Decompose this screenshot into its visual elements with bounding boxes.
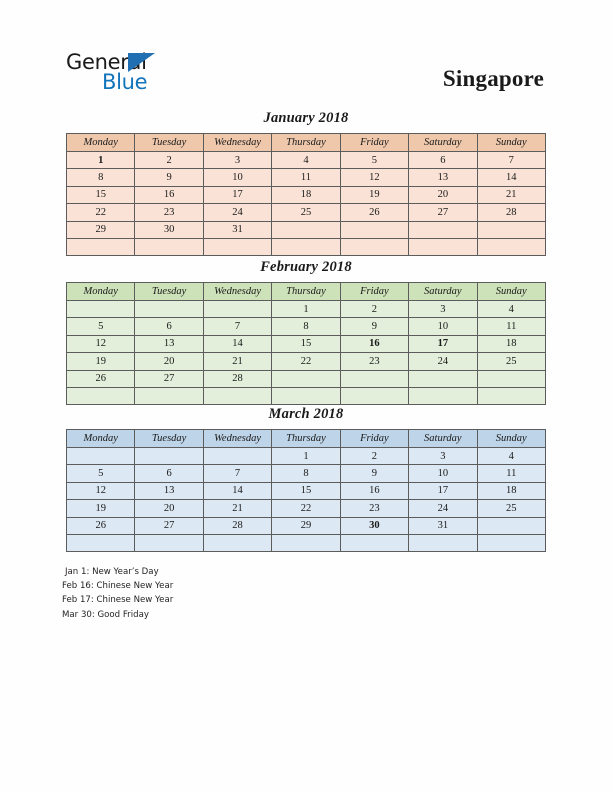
day-cell-11[interactable]: 11 (477, 465, 545, 482)
day-cell-25[interactable]: 25 (477, 500, 545, 517)
day-cell-15[interactable]: 15 (67, 186, 135, 203)
day-cell-empty (272, 534, 340, 551)
day-cell-30[interactable]: 30 (135, 221, 203, 238)
day-cell-4[interactable]: 4 (477, 301, 545, 318)
day-cell-empty (409, 370, 477, 387)
day-cell-9[interactable]: 9 (340, 318, 408, 335)
weekday-header-row (67, 430, 546, 448)
day-cell-10[interactable]: 10 (203, 169, 271, 186)
calendar-table-march (66, 429, 546, 552)
day-cell-empty (135, 534, 203, 551)
weekday-header-thursday: Thursday (272, 430, 340, 448)
day-cell-empty (67, 301, 135, 318)
day-cell-empty (409, 221, 477, 238)
logo-text-blue: Blue (102, 70, 148, 94)
logo-text-general: General (66, 50, 147, 74)
week-row (67, 318, 546, 335)
weekday-header-tuesday: Tuesday (135, 430, 203, 448)
day-cell-empty (272, 238, 340, 255)
day-cell-24[interactable]: 24 (203, 204, 271, 221)
month-block-march (66, 406, 546, 552)
day-cell-19[interactable]: 19 (67, 500, 135, 517)
day-cell-27[interactable]: 27 (409, 204, 477, 221)
day-cell-empty (340, 387, 408, 404)
day-cell-empty (477, 370, 545, 387)
weekday-header-tuesday: Tuesday (135, 134, 203, 152)
week-row (67, 169, 546, 186)
weekday-header-row (67, 283, 546, 301)
weekday-header-thursday: Thursday (272, 283, 340, 301)
weekday-header-thursday: Thursday (272, 134, 340, 152)
general-blue-logo[interactable] (66, 52, 186, 98)
day-cell-empty (67, 534, 135, 551)
week-row (67, 152, 546, 169)
day-cell-empty (340, 370, 408, 387)
day-cell-empty (409, 238, 477, 255)
day-cell-11[interactable]: 11 (477, 318, 545, 335)
day-cell-8[interactable]: 8 (272, 318, 340, 335)
day-cell-19[interactable]: 19 (67, 353, 135, 370)
day-cell-3[interactable]: 3 (409, 301, 477, 318)
legend-item-3: Mar 30: Good Friday (62, 609, 149, 620)
day-cell-31[interactable]: 31 (203, 221, 271, 238)
day-cell-14[interactable]: 14 (203, 482, 271, 499)
weekday-header-saturday: Saturday (409, 430, 477, 448)
day-cell-9[interactable]: 9 (340, 465, 408, 482)
day-cell-10[interactable]: 10 (409, 318, 477, 335)
day-cell-31[interactable]: 31 (409, 517, 477, 534)
day-cell-13[interactable]: 13 (135, 482, 203, 499)
page-header (0, 0, 612, 105)
day-cell-23[interactable]: 23 (340, 500, 408, 517)
weekday-header-friday: Friday (340, 134, 408, 152)
day-cell-18[interactable]: 18 (477, 335, 545, 352)
weekday-header-monday: Monday (67, 283, 135, 301)
weekday-header-friday: Friday (340, 283, 408, 301)
day-cell-empty (203, 534, 271, 551)
day-cell-22[interactable]: 22 (272, 500, 340, 517)
day-cell-18[interactable]: 18 (477, 482, 545, 499)
day-cell-15[interactable]: 15 (272, 482, 340, 499)
day-cell-empty (135, 238, 203, 255)
weekday-header-sunday: Sunday (477, 134, 545, 152)
day-cell-26[interactable]: 26 (340, 204, 408, 221)
legend-item-1: Feb 16: Chinese New Year (62, 581, 174, 592)
day-cell-7[interactable]: 7 (203, 318, 271, 335)
day-cell-16[interactable]: 16 (135, 186, 203, 203)
day-cell-empty (203, 387, 271, 404)
weekday-header-tuesday: Tuesday (135, 283, 203, 301)
day-cell-24[interactable]: 24 (409, 353, 477, 370)
day-cell-empty (203, 301, 271, 318)
day-cell-empty (477, 387, 545, 404)
day-cell-22[interactable]: 22 (272, 353, 340, 370)
day-cell-3[interactable]: 3 (409, 448, 477, 465)
week-row (67, 387, 546, 404)
day-cell-21[interactable]: 21 (477, 186, 545, 203)
day-cell-26[interactable]: 26 (67, 370, 135, 387)
day-cell-29[interactable]: 29 (67, 221, 135, 238)
calendar-table-february (66, 282, 546, 405)
day-cell-12[interactable]: 12 (340, 169, 408, 186)
day-cell-empty (409, 534, 477, 551)
day-cell-5[interactable]: 5 (67, 318, 135, 335)
day-cell-empty (67, 238, 135, 255)
day-cell-empty (272, 370, 340, 387)
week-row (67, 335, 546, 352)
day-cell-empty (203, 448, 271, 465)
weekday-header-wednesday: Wednesday (203, 283, 271, 301)
week-row (67, 301, 546, 318)
month-title-march: March 2018 (268, 406, 344, 422)
day-cell-13[interactable]: 13 (135, 335, 203, 352)
day-cell-9[interactable]: 9 (135, 169, 203, 186)
calendar-table-january (66, 133, 546, 256)
weekday-header-saturday: Saturday (409, 283, 477, 301)
day-cell-holiday-16[interactable]: 16 (340, 335, 408, 352)
day-cell-empty (477, 517, 545, 534)
month-block-february (66, 259, 546, 405)
day-cell-empty (67, 448, 135, 465)
day-cell-4[interactable]: 4 (477, 448, 545, 465)
day-cell-empty (477, 238, 545, 255)
page-title: Singapore (442, 66, 544, 91)
day-cell-8[interactable]: 8 (67, 169, 135, 186)
day-cell-28[interactable]: 28 (203, 370, 271, 387)
month-block-january (66, 110, 546, 256)
day-cell-empty (67, 387, 135, 404)
day-cell-17[interactable]: 17 (409, 482, 477, 499)
day-cell-13[interactable]: 13 (409, 169, 477, 186)
day-cell-empty (272, 387, 340, 404)
day-cell-6[interactable]: 6 (135, 465, 203, 482)
weekday-header-saturday: Saturday (409, 134, 477, 152)
month-title-february: February 2018 (260, 259, 352, 275)
weekday-header-friday: Friday (340, 430, 408, 448)
day-cell-17[interactable]: 17 (203, 186, 271, 203)
week-row (67, 186, 546, 203)
day-cell-26[interactable]: 26 (67, 517, 135, 534)
day-cell-21[interactable]: 21 (203, 353, 271, 370)
day-cell-4[interactable]: 4 (272, 152, 340, 169)
day-cell-7[interactable]: 7 (203, 465, 271, 482)
day-cell-20[interactable]: 20 (409, 186, 477, 203)
week-row (67, 448, 546, 465)
day-cell-2[interactable]: 2 (135, 152, 203, 169)
day-cell-holiday-17[interactable]: 17 (409, 335, 477, 352)
day-cell-12[interactable]: 12 (67, 482, 135, 499)
day-cell-20[interactable]: 20 (135, 353, 203, 370)
day-cell-2[interactable]: 2 (340, 448, 408, 465)
day-cell-22[interactable]: 22 (67, 204, 135, 221)
weekday-header-sunday: Sunday (477, 283, 545, 301)
day-cell-18[interactable]: 18 (272, 186, 340, 203)
day-cell-empty (477, 534, 545, 551)
day-cell-8[interactable]: 8 (272, 465, 340, 482)
day-cell-5[interactable]: 5 (67, 465, 135, 482)
legend-item-2: Feb 17: Chinese New Year (62, 595, 174, 606)
weekday-header-sunday: Sunday (477, 430, 545, 448)
week-row (67, 353, 546, 370)
week-row (67, 465, 546, 482)
day-cell-28[interactable]: 28 (477, 204, 545, 221)
day-cell-12[interactable]: 12 (67, 335, 135, 352)
day-cell-27[interactable]: 27 (135, 370, 203, 387)
day-cell-empty (409, 387, 477, 404)
week-row (67, 221, 546, 238)
day-cell-24[interactable]: 24 (409, 500, 477, 517)
day-cell-empty (272, 221, 340, 238)
weekday-header-monday: Monday (67, 134, 135, 152)
day-cell-19[interactable]: 19 (340, 186, 408, 203)
day-cell-6[interactable]: 6 (135, 318, 203, 335)
weekday-header-row (67, 134, 546, 152)
day-cell-empty (340, 534, 408, 551)
week-row (67, 500, 546, 517)
day-cell-25[interactable]: 25 (477, 353, 545, 370)
week-row (67, 517, 546, 534)
day-cell-1[interactable]: 1 (272, 448, 340, 465)
weekday-header-wednesday: Wednesday (203, 430, 271, 448)
day-cell-3[interactable]: 3 (203, 152, 271, 169)
holiday-legend (62, 565, 382, 622)
day-cell-5[interactable]: 5 (340, 152, 408, 169)
month-title-january: January 2018 (263, 110, 349, 126)
week-row (67, 534, 546, 551)
day-cell-empty (203, 238, 271, 255)
day-cell-25[interactable]: 25 (272, 204, 340, 221)
day-cell-11[interactable]: 11 (272, 169, 340, 186)
day-cell-2[interactable]: 2 (340, 301, 408, 318)
day-cell-14[interactable]: 14 (203, 335, 271, 352)
day-cell-1[interactable]: 1 (272, 301, 340, 318)
day-cell-14[interactable]: 14 (477, 169, 545, 186)
day-cell-21[interactable]: 21 (203, 500, 271, 517)
day-cell-empty (135, 301, 203, 318)
day-cell-holiday-30[interactable]: 30 (340, 517, 408, 534)
day-cell-6[interactable]: 6 (409, 152, 477, 169)
day-cell-23[interactable]: 23 (340, 353, 408, 370)
day-cell-7[interactable]: 7 (477, 152, 545, 169)
day-cell-empty (135, 387, 203, 404)
day-cell-23[interactable]: 23 (135, 204, 203, 221)
day-cell-10[interactable]: 10 (409, 465, 477, 482)
weekday-header-monday: Monday (67, 430, 135, 448)
day-cell-empty (340, 221, 408, 238)
weekday-header-wednesday: Wednesday (203, 134, 271, 152)
day-cell-empty (340, 238, 408, 255)
day-cell-15[interactable]: 15 (272, 335, 340, 352)
week-row (67, 204, 546, 221)
day-cell-16[interactable]: 16 (340, 482, 408, 499)
legend-item-0: Jan 1: New Year’s Day (65, 567, 159, 577)
day-cell-20[interactable]: 20 (135, 500, 203, 517)
day-cell-holiday-1[interactable]: 1 (67, 152, 135, 169)
week-row (67, 482, 546, 499)
week-row (67, 238, 546, 255)
day-cell-27[interactable]: 27 (135, 517, 203, 534)
week-row (67, 370, 546, 387)
day-cell-29[interactable]: 29 (272, 517, 340, 534)
day-cell-empty (477, 221, 545, 238)
day-cell-empty (135, 448, 203, 465)
day-cell-28[interactable]: 28 (203, 517, 271, 534)
